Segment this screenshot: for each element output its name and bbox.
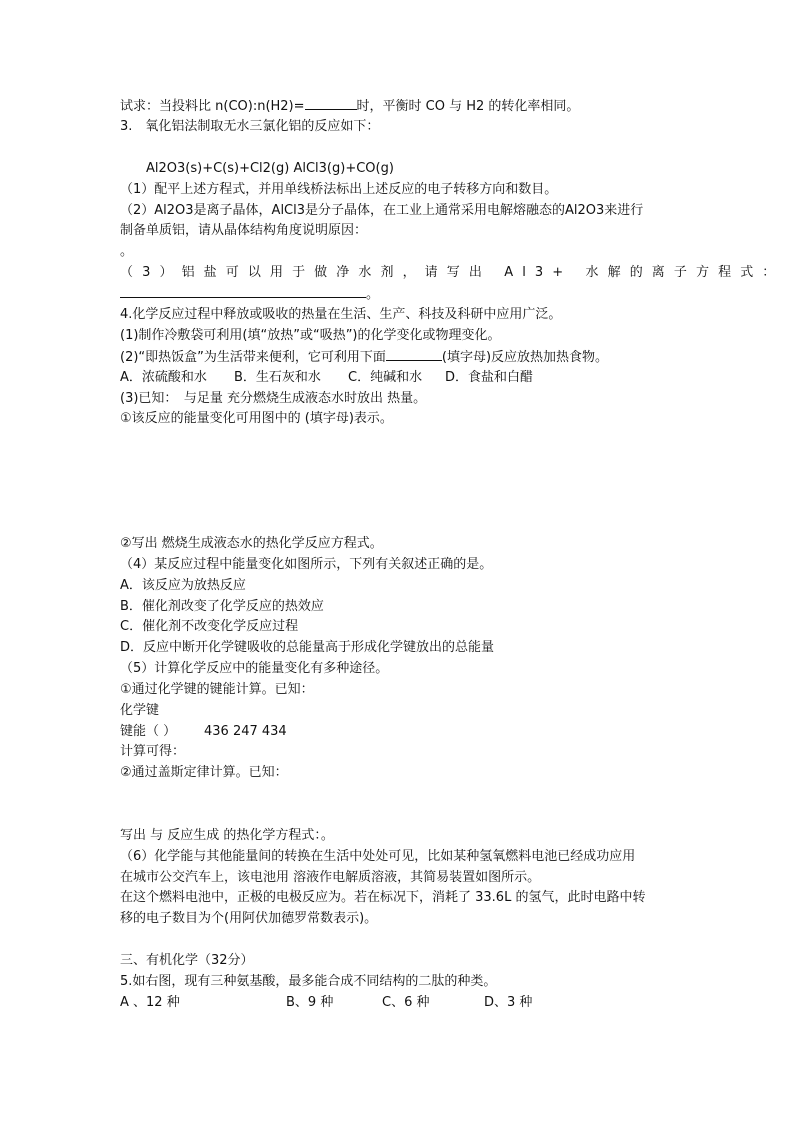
q3-part3-answer-line: [120, 285, 379, 304]
q4-part5: （5）计算化学反应中的能量变化有多种途径。: [120, 661, 389, 676]
ratio-text-end: 时，平衡时 CO 与 H2 的转化率相同。: [356, 99, 580, 114]
q5-option-b: B、9 种: [286, 995, 334, 1010]
q3-part2-line2: 制备单质铝，请从晶体结构角度说明原因：: [120, 223, 368, 238]
bond-energy-values: 436 247 434: [204, 724, 287, 739]
bond-table-header: 化学键: [120, 703, 160, 718]
q4-part5-sub1: ①通过化学键的键能计算。已知：: [120, 682, 314, 697]
q4-part4-option-d: D．反应中断开化学键吸收的总能量高于形成化学键放出的总能量: [120, 640, 495, 655]
q5-option-a: A 、12 种: [120, 995, 180, 1010]
answer-blank-letter[interactable]: [386, 348, 442, 361]
bond-energy-label: 键能（ ）: [120, 724, 177, 739]
answer-blank-ratio[interactable]: [305, 97, 357, 110]
bond-energy-row: [120, 723, 287, 741]
section-organic-chemistry-title: 三、有机化学（32分）: [120, 953, 254, 968]
q5-options: [120, 994, 532, 1012]
q4-part6-line4: 移的电子数目为个(用阿伏加德罗常数表示)。: [120, 911, 378, 926]
q4-part5-sub2: ②通过盖斯定律计算。已知：: [120, 765, 288, 780]
q4-heading: 4.化学反应过程中释放或吸收的热量在生活、生产、科技及科研中应用广泛。: [120, 307, 562, 322]
option-c: C．纯碱和水: [348, 370, 423, 385]
q4-part3: (3)已知： 与足量 充分燃烧生成液态水时放出 热量。: [120, 391, 427, 406]
q4-part3-sub1: ①该反应的能量变化可用图中的 (填字母)表示。: [120, 411, 393, 426]
line-ratio-question: [120, 97, 579, 116]
q5-option-d: D、3 种: [484, 995, 533, 1010]
q3-equation: Al2O3(s)+C(s)+Cl2(g) AlCl3(g)+CO(g): [146, 161, 394, 176]
calc-result-label: 计算可得：: [120, 744, 186, 759]
option-d: D．食盐和白醋: [445, 370, 534, 385]
q4-part6-line2: 在城市公交汽车上，该电池用 溶液作电解质溶液，其简易装置如图所示。: [120, 870, 541, 885]
q4-part3-sub2: ②写出 燃烧生成液态水的热化学反应方程式。: [120, 536, 383, 551]
ratio-text-start: 试求：当投料比 n(CO):n(H2)=: [120, 99, 305, 114]
option-a: A．浓硫酸和水: [120, 370, 207, 385]
q4-part4-option-c: C．催化剂不改变化学反应过程: [120, 619, 299, 634]
write-thermo-equation: 写出 与 反应生成 的热化学方程式：。: [120, 828, 334, 843]
q3-part1: （1）配平上述方程式，并用单线桥法标出上述反应的电子转移方向和数目。: [120, 182, 558, 197]
q3-part2-answer-period: 。: [120, 244, 134, 259]
q4-part2-text-end: (填字母)反应放热加热食物。: [441, 350, 609, 365]
q4-part4-option-b: B．催化剂改变了化学反应的热效应: [120, 599, 324, 614]
q4-part6-line3: 在这个燃料电池中，正极的电极反应为。若在标况下，消耗了 33.6L 的氢气，此时电路中转: [120, 890, 646, 905]
option-b: B．生石灰和水: [234, 370, 321, 385]
q4-part4-option-a: A．该反应为放热反应: [120, 578, 246, 593]
q4-part4: （4）某反应过程中能量变化如图所示，下列有关叙述正确的是。: [120, 557, 493, 572]
q4-part1: (1)制作冷敷袋可利用(填“放热”或“吸热”)的化学变化或物理变化。: [120, 328, 501, 343]
q4-part6-line1: （6）化学能与其他能量间的转换在生活中处处可见，比如某种氢氧燃料电池已经成功应用: [120, 849, 636, 864]
q5-question: 5.如右图，现有三种氨基酸，最多能合成不同结构的二肽的种类。: [120, 974, 497, 989]
q3-part2-line1: （2）Al2O3是离子晶体，AlCl3是分子晶体，在工业上通常采用电解熔融态的Al2O3来进行: [120, 203, 644, 218]
q3-heading: 3. 氧化铝法制取无水三氯化铝的反应如下：: [120, 119, 380, 134]
q5-option-c: C、6 种: [382, 995, 430, 1010]
q4-part2-text-start: (2)“即热饭盒”为生活带来便利，它可利用下面: [120, 350, 386, 365]
q3-part3-end: 。: [366, 287, 380, 302]
q4-part2-options: [120, 369, 533, 387]
q4-part2: [120, 348, 608, 367]
q3-part3: （3）铝盐可以用于做净水剂，请写出 Al3+ 水解的离子方程式：: [120, 265, 785, 280]
answer-blank-hydrolysis[interactable]: [120, 285, 366, 298]
